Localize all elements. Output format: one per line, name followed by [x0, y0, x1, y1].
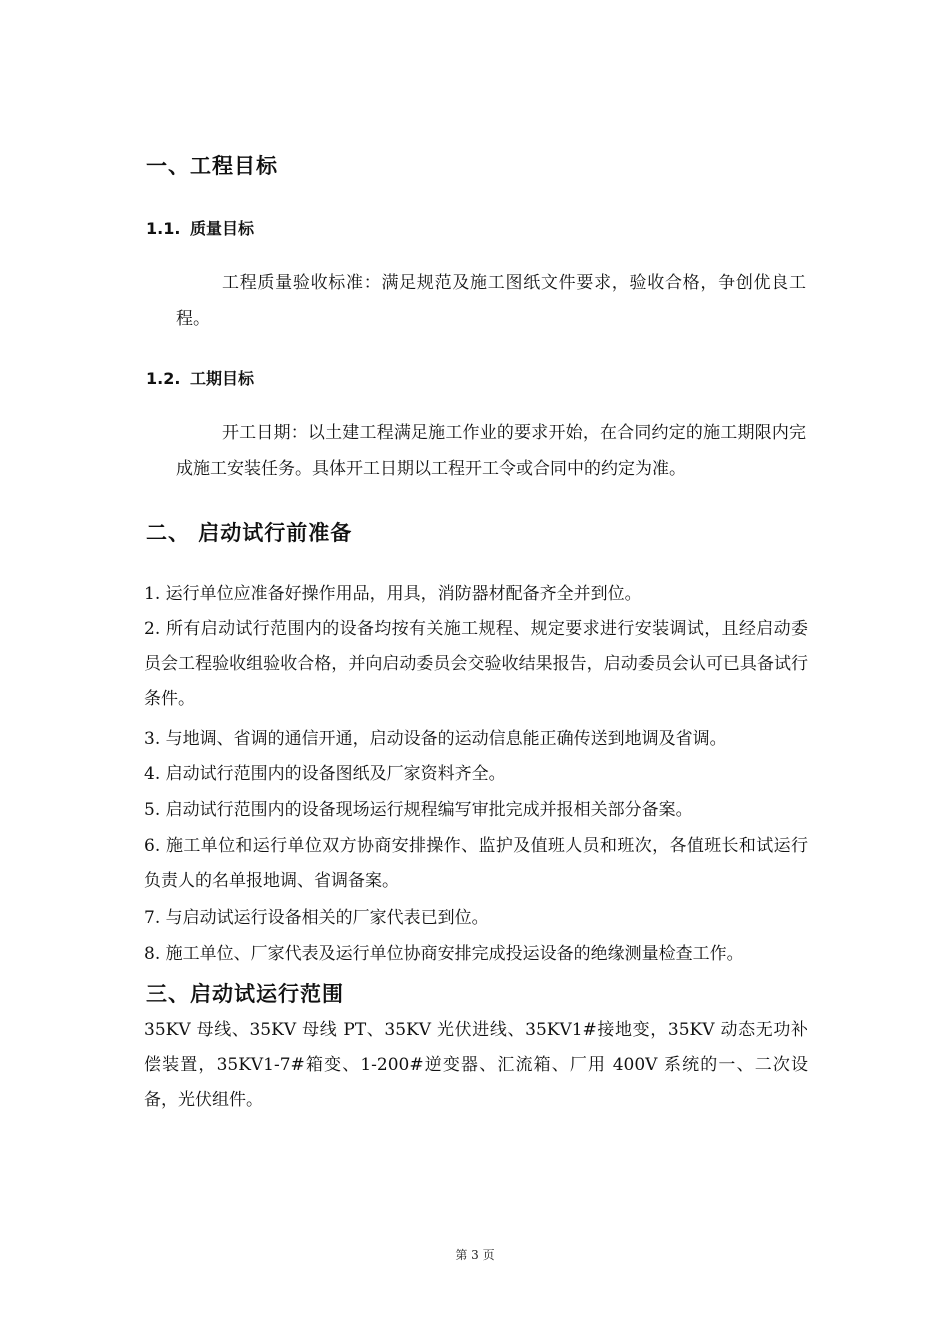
trial-scope-paragraph: 35KV 母线、35KV 母线 PT、35KV 光伏进线、35KV1#接地变，35KV 动态无功补偿装置，35KV1-7#箱变、1-200#逆变器、汇流箱、厂用 400V 系统的一、二次设备，光伏组件。 [144, 1020, 808, 1110]
prep-item-1: 1. 运行单位应准备好操作用品，用具，消防器材配备齐全并到位。 [144, 584, 642, 604]
quality-target-paragraph: 工程质量验收标准：满足规范及施工图纸文件要求，验收合格，争创优良工程。 [176, 273, 806, 329]
subsection-1-2-number: 1.2. [146, 369, 181, 388]
schedule-target-paragraph: 开工日期：以土建工程满足施工作业的要求开始，在合同约定的施工期限内完成施工安装任务。具体开工日期以工程开工令或合同中的约定为准。 [176, 423, 806, 479]
subsection-1-1-heading [146, 216, 254, 239]
subsection-1-1-title: 质量目标 [190, 219, 255, 238]
prep-item-6: 6. 施工单位和运行单位双方协商安排操作、监护及值班人员和班次，各值班长和试运行负责人的名单报地调、省调备案。 [144, 836, 808, 891]
prep-item-4: 4. 启动试行范围内的设备图纸及厂家资料齐全。 [144, 764, 506, 784]
prep-item-8: 8. 施工单位、厂家代表及运行单位协商安排完成投运设备的绝缘测量检查工作。 [144, 944, 744, 964]
subsection-1-2-title: 工期目标 [190, 369, 255, 388]
subsection-1-2-heading [146, 366, 254, 389]
prep-item-2: 2. 所有启动试行范围内的设备均按有关施工规程、规定要求进行安装调试，且经启动委员会工程验收组验收合格，并向启动委员会交验收结果报告，启动委员会认可已具备试行条件。 [144, 619, 808, 709]
prep-item-3: 3. 与地调、省调的通信开通，启动设备的运动信息能正确传送到地调及省调。 [144, 729, 727, 749]
section-2-heading: 二、 启动试行前准备 [146, 521, 353, 545]
page-number: 第 3 页 [455, 1248, 495, 1262]
section-3-heading: 三、启动试运行范围 [146, 982, 344, 1006]
section-1-heading: 一、工程目标 [146, 154, 278, 178]
subsection-1-1-number: 1.1. [146, 219, 181, 238]
prep-item-7: 7. 与启动试运行设备相关的厂家代表已到位。 [144, 908, 489, 928]
prep-item-5: 5. 启动试行范围内的设备现场运行规程编写审批完成并报相关部分备案。 [144, 800, 693, 820]
